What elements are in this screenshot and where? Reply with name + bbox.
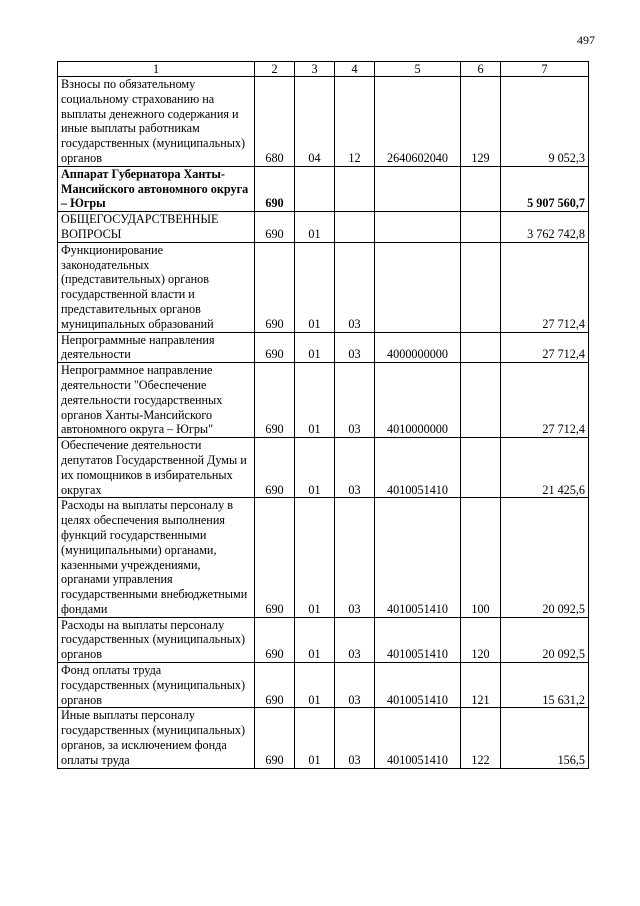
table-row <box>58 212 589 243</box>
cell-sum: 156,5 <box>501 708 589 768</box>
cell-pr <box>335 212 375 243</box>
table-row <box>58 498 589 617</box>
cell-rz: 01 <box>295 363 335 438</box>
cell-name: ОБЩЕГОСУДАРСТВЕННЫЕ ВОПРОСЫ <box>58 212 255 243</box>
cell-csr: 2640602040 <box>375 77 461 167</box>
cell-vr: 121 <box>461 663 501 708</box>
cell-rz: 01 <box>295 212 335 243</box>
budget-table <box>57 61 589 769</box>
cell-name: Обеспечение деятельности депутатов Государственной Думы и их помощников в избирательных округах <box>58 438 255 498</box>
table-row <box>58 166 589 211</box>
table-row <box>58 708 589 768</box>
table-row <box>58 438 589 498</box>
cell-name: Аппарат Губернатора Ханты-Мансийского автономного округа – Югры <box>58 166 255 211</box>
cell-vr: 100 <box>461 498 501 617</box>
cell-sum: 5 907 560,7 <box>501 166 589 211</box>
cell-name: Фонд оплаты труда государственных (муниципальных) органов <box>58 663 255 708</box>
cell-rz: 01 <box>295 617 335 662</box>
table-row <box>58 663 589 708</box>
cell-pr: 03 <box>335 663 375 708</box>
cell-vr <box>461 212 501 243</box>
cell-csr: 4000000000 <box>375 332 461 363</box>
cell-pr: 12 <box>335 77 375 167</box>
cell-sum: 20 092,5 <box>501 617 589 662</box>
cell-pr: 03 <box>335 242 375 332</box>
cell-rz: 01 <box>295 708 335 768</box>
cell-sum: 27 712,4 <box>501 242 589 332</box>
cell-sum: 21 425,6 <box>501 438 589 498</box>
cell-csr <box>375 212 461 243</box>
cell-ved: 690 <box>255 212 295 243</box>
cell-ved: 690 <box>255 617 295 662</box>
page-number: 497 <box>577 33 595 47</box>
table-body <box>58 77 589 769</box>
cell-sum: 3 762 742,8 <box>501 212 589 243</box>
cell-pr <box>335 166 375 211</box>
cell-rz <box>295 166 335 211</box>
cell-vr <box>461 166 501 211</box>
cell-rz: 04 <box>295 77 335 167</box>
cell-rz: 01 <box>295 242 335 332</box>
header-col-5: 5 <box>375 62 461 77</box>
cell-csr: 4010051410 <box>375 663 461 708</box>
header-col-2: 2 <box>255 62 295 77</box>
cell-pr: 03 <box>335 498 375 617</box>
cell-vr <box>461 363 501 438</box>
table-row <box>58 242 589 332</box>
cell-ved: 690 <box>255 363 295 438</box>
header-col-7: 7 <box>501 62 589 77</box>
cell-vr <box>461 242 501 332</box>
cell-pr: 03 <box>335 617 375 662</box>
cell-name: Иные выплаты персоналу государственных (муниципальных) органов, за исключением фонда оплаты труда <box>58 708 255 768</box>
table-row <box>58 332 589 363</box>
header-col-1: 1 <box>58 62 255 77</box>
cell-csr: 4010051410 <box>375 498 461 617</box>
cell-csr: 4010000000 <box>375 363 461 438</box>
cell-csr: 4010051410 <box>375 708 461 768</box>
cell-name: Функционирование законодательных (представительных) органов государственной власти и представительных органов муниципальных образований <box>58 242 255 332</box>
header-col-6: 6 <box>461 62 501 77</box>
cell-sum: 9 052,3 <box>501 77 589 167</box>
table-row <box>58 363 589 438</box>
cell-sum: 15 631,2 <box>501 663 589 708</box>
cell-ved: 690 <box>255 708 295 768</box>
cell-pr: 03 <box>335 438 375 498</box>
cell-ved: 690 <box>255 242 295 332</box>
cell-sum: 27 712,4 <box>501 363 589 438</box>
cell-sum: 27 712,4 <box>501 332 589 363</box>
table-row <box>58 77 589 167</box>
cell-sum: 20 092,5 <box>501 498 589 617</box>
cell-vr <box>461 332 501 363</box>
cell-csr <box>375 242 461 332</box>
cell-ved: 690 <box>255 438 295 498</box>
cell-rz: 01 <box>295 663 335 708</box>
cell-vr <box>461 438 501 498</box>
cell-csr <box>375 166 461 211</box>
cell-pr: 03 <box>335 708 375 768</box>
cell-ved: 690 <box>255 663 295 708</box>
cell-ved: 690 <box>255 332 295 363</box>
cell-ved: 690 <box>255 166 295 211</box>
header-col-3: 3 <box>295 62 335 77</box>
cell-rz: 01 <box>295 438 335 498</box>
cell-csr: 4010051410 <box>375 617 461 662</box>
cell-vr: 129 <box>461 77 501 167</box>
cell-name: Взносы по обязательному социальному страхованию на выплаты денежного содержания и иные выплаты работникам государственных (муниципальных) органов <box>58 77 255 167</box>
cell-vr: 120 <box>461 617 501 662</box>
cell-name: Непрограммное направление деятельности "Обеспечение деятельности государственных органов Ханты-Мансийского автономного округа – Югры" <box>58 363 255 438</box>
cell-ved: 680 <box>255 77 295 167</box>
header-row <box>58 62 589 77</box>
table-row <box>58 617 589 662</box>
cell-rz: 01 <box>295 498 335 617</box>
cell-pr: 03 <box>335 363 375 438</box>
cell-pr: 03 <box>335 332 375 363</box>
cell-rz: 01 <box>295 332 335 363</box>
header-col-4: 4 <box>335 62 375 77</box>
cell-name: Непрограммные направления деятельности <box>58 332 255 363</box>
cell-vr: 122 <box>461 708 501 768</box>
cell-csr: 4010051410 <box>375 438 461 498</box>
cell-name: Расходы на выплаты персоналу в целях обеспечения выполнения функций государственными (муниципальными) органами, казенными учреждениями, органами управления государственными внебюджетными фондами <box>58 498 255 617</box>
cell-ved: 690 <box>255 498 295 617</box>
cell-name: Расходы на выплаты персоналу государственных (муниципальных) органов <box>58 617 255 662</box>
